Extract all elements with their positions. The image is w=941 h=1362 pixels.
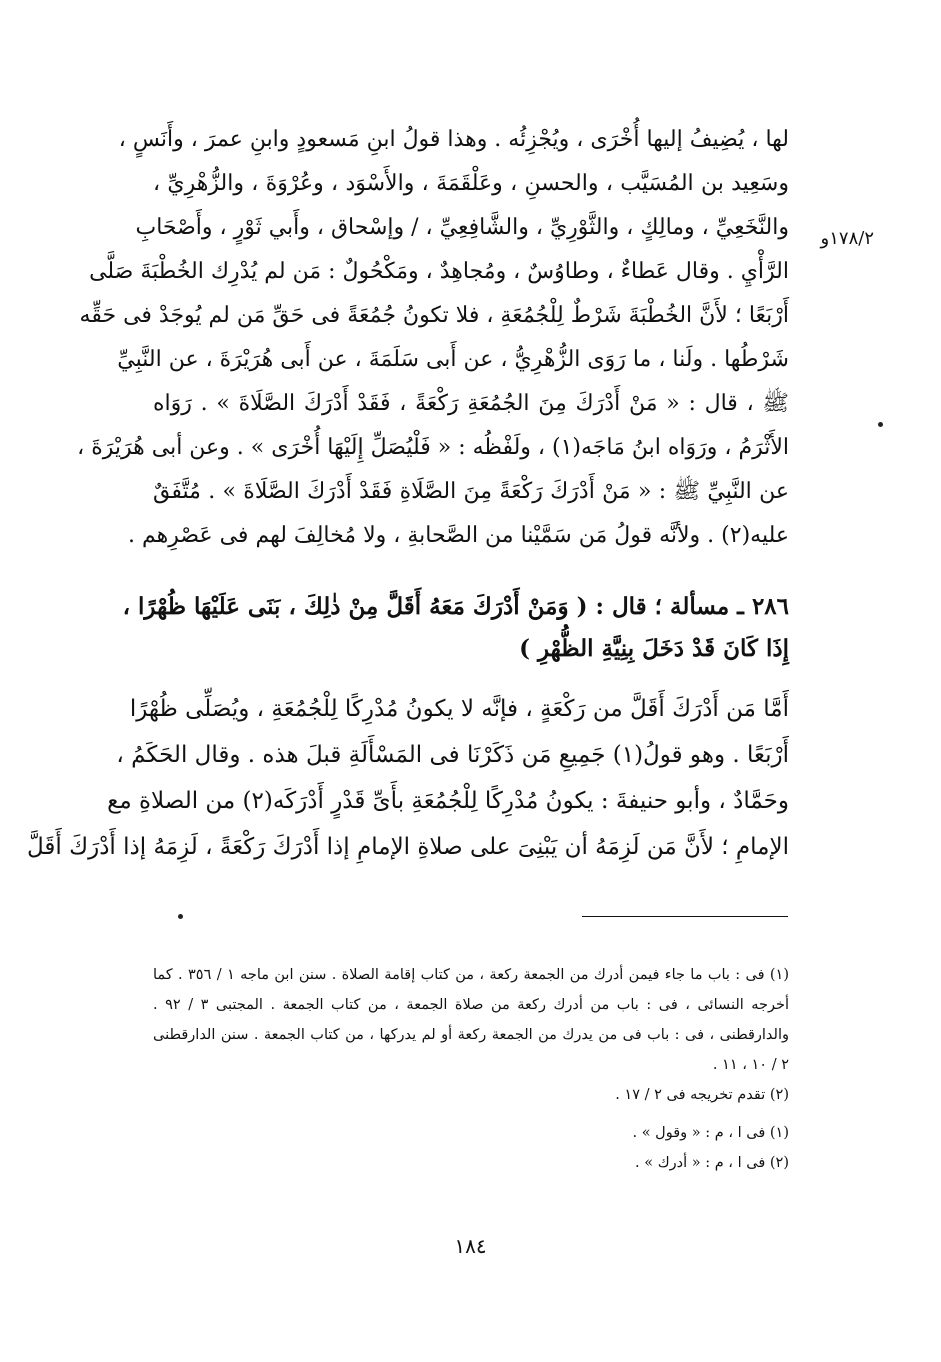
main-text-paragraph — [77, 118, 789, 558]
footnote-line: (١) فى ا ، م : « وقول » . — [632, 1125, 789, 1141]
text-line: شَرْطُها . ولَنا ، ما رَوَى الزُّهْرِيُّ ، عن أَبى سَلَمَةَ ، عن أَبى هُرَيْرَةَ ، عن النَّبِيِّ — [117, 347, 789, 372]
text-line: ﷺ ، قال : « مَنْ أَدْرَكَ مِنَ الجُمُعَةِ رَكْعَةً ، فَقَدْ أَدْرَكَ الصَّلَاةَ » . رَوَاه — [153, 391, 789, 416]
text-line: أَرْبَعًا . وهو قولُ(١) جَمِيعِ مَن ذَكَرْنَا فى المَسْأَلَةِ قبلَ هذه . وقال الحَكَمُ ، — [116, 742, 789, 768]
issue-line: ٢٨٦ ـ مسألة ؛ قال : ( وَمَنْ أَدْرَكَ مَعَهُ أَقَلَّ مِنْ ذٰلِكَ ، بَنَى عَلَيْهَا ظُهْرًا ، — [122, 593, 789, 620]
margin-dot — [178, 914, 183, 919]
text-line: عن النَّبِيِّ ﷺ : « مَنْ أَدْرَكَ رَكْعَةً مِنَ الصَّلَاةِ فَقَدْ أَدْرَكَ الصَّلَاةَ » . مُتَّفَقٌ — [153, 479, 789, 504]
issue-line: إِذَا كَانَ قَدْ دَخَلَ بِنِيَّةِ الظُّهْرِ ) — [519, 635, 789, 662]
text-line: وحَمَّادٌ ، وأبو حنيفةَ : يكونُ مُدْرِكًا لِلْجُمُعَةِ بأَىِّ قَدْرٍ أَدْرَكَه(٢) من الصلاةِ مع — [107, 788, 789, 814]
text-line: وسَعِيد بن المُسَيَّب ، والحسنِ ، وعَلْقَمَةَ ، والأَسْوَد ، وعُرْوَةَ ، والزُّهْرِيِّ ، — [153, 171, 789, 196]
footnote-line: والدارقطنى ، فى : باب فى من يدرك من الجمعة ركعة أو لم يدركها ، من كتاب الجمعة . سنن الدارقطنى — [153, 1027, 789, 1043]
text-line: أَمَّا مَن أَدْرَكَ أَقَلَّ من رَكْعَةٍ ، فإنَّه لا يكونُ مُدْرِكًا لِلْجُمُعَةِ ، ويُصَلِّى ظُهْرًا — [129, 696, 789, 722]
footnote-divider — [582, 916, 788, 917]
text-line: الرَّأْيِ . وقال عَطاءٌ ، وطاوُسٌ ، ومُجاهِدٌ ، ومَكْحُولٌ : مَن لم يُدْرِك الخُطْبَةَ صَلَّى — [89, 259, 789, 284]
footnote-line: (٢) فى ا ، م : « أدرك » . — [635, 1155, 789, 1171]
text-line: لها ، يُضِيفُ إليها أُخْرَى ، ويُجْزِئُه . وهذا قولُ ابنِ مَسعودٍ وابنِ عمرَ ، وأَنَسٍ ، — [118, 127, 789, 152]
text-line: الإمامِ ؛ لأَنَّ مَن لَزِمَهُ أن يَبْنِىَ على صلاةِ الإمامِ إذا أَدْرَكَ رَكْعَةً ، لَزِمَهُ إذا أَدْرَكَ أَقَلَّ — [27, 834, 789, 860]
footnote-line: ٢ / ١٠ ، ١١ . — [712, 1057, 789, 1073]
manuscript-folio-reference: ١٧٨/٢و — [820, 228, 874, 249]
margin-dot — [878, 422, 883, 427]
footnote-line: أخرجه النسائى ، فى : باب من أدرك ركعة من صلاة الجمعة ، من كتاب الجمعة . المجتبى ٣ / ٩٢ . — [153, 997, 790, 1013]
footnote-line: (١) فى : باب ما جاء فيمن أدرك من الجمعة ركعة ، من كتاب إقامة الصلاة . سنن ابن ماجه ١ / ٣٥٦ . كما — [153, 967, 789, 983]
text-line: عليه(٢) . ولأنَّه قولُ مَن سَمَّيْنا من الصَّحابةِ ، ولا مُخالِفَ لهم فى عَصْرِهم . — [128, 523, 789, 548]
text-line: الأَثْرَمُ ، ورَوَاه ابنُ مَاجَه(١) ، ولَفْظُه : « فَلْيُصَلِّ إِلَيْهَا أُخْرَى » . وعن أبى هُرَيْرَةَ ، — [77, 435, 789, 460]
footnote-line: (٢) تقدم تخريجه فى ٢ / ١٧ . — [615, 1087, 789, 1103]
footnotes — [153, 960, 789, 1178]
page-number: ١٨٤ — [454, 1234, 487, 1258]
text-line: والنَّخَعِيِّ ، ومالِكٍ ، والثَّوْرِيِّ ، والشَّافِعِيِّ ، / وإسْحاق ، وأَبي ثَوْرٍ ، وأَصْحَابِ — [135, 215, 789, 240]
commentary-paragraph — [27, 686, 789, 870]
issue-heading — [122, 586, 789, 670]
text-line: أَرْبَعًا ؛ لأَنَّ الخُطْبَةَ شَرْطٌ لِلْجُمُعَةِ ، فلا تكونُ جُمُعَةً فى حَقِّ مَن لم يُوجَدْ فى حَقِّه — [79, 303, 789, 328]
